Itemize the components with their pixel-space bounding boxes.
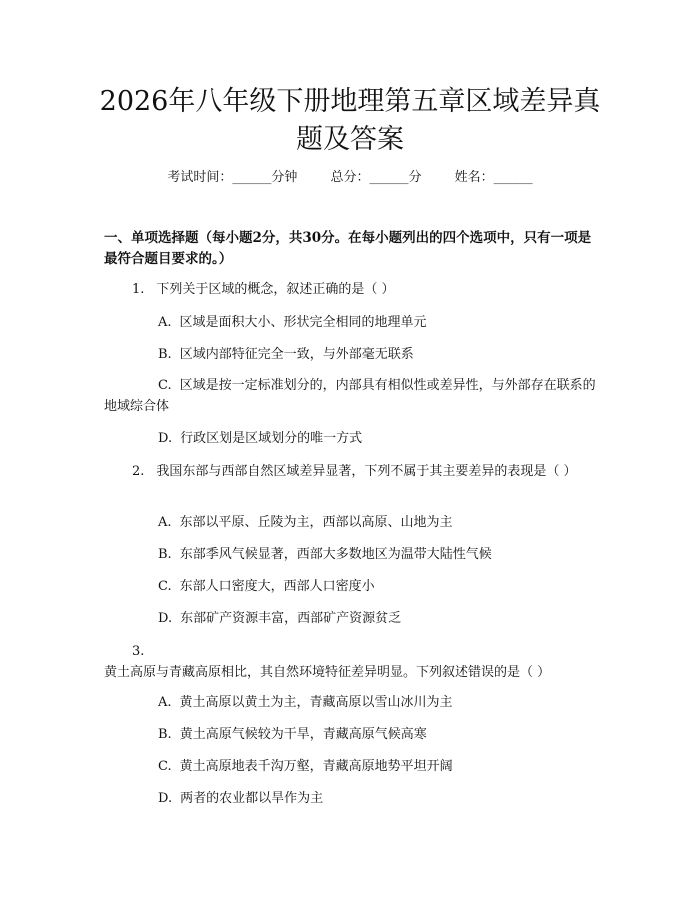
option-letter: A. <box>158 515 172 530</box>
option-letter: D. <box>158 431 173 446</box>
student-name-field: 姓名：______ <box>454 170 533 185</box>
question-3-option-b <box>104 724 602 745</box>
question-3-option-d <box>104 788 602 809</box>
question-1-option-b <box>104 344 602 365</box>
question-2-option-c <box>104 576 602 597</box>
option-text: 东部季风气候显著，西部大多数地区为温带大陆性气候 <box>179 547 492 562</box>
option-text: 黄土高原地表千沟万壑，青藏高原地势平坦开阔 <box>179 759 453 774</box>
question-text: 黄土高原与青藏高原相比，其自然环境特征差异明显。下列叙述错误的是（ ） <box>104 665 551 680</box>
question-text: 下列关于区域的概念，叙述正确的是（ ） <box>156 282 395 297</box>
question-2-option-a <box>104 512 602 533</box>
question-1-option-c <box>104 375 602 417</box>
total-score-field: 总分：______分 <box>330 170 422 185</box>
option-text: 区域是按一定标准划分的，内部具有相似性或差异性，与外部存在联系的地域综合体 <box>104 378 596 414</box>
option-letter: B. <box>158 347 172 362</box>
option-letter: A. <box>158 315 172 330</box>
option-letter: D. <box>158 791 173 806</box>
question-text: 我国东部与西部自然区域差异显著，下列不属于其主要差异的表现是（ ） <box>156 464 577 479</box>
option-letter: C. <box>158 579 172 594</box>
page-title: 2026年八年级下册地理第五章区域差异真题及答案 <box>99 86 601 155</box>
question-1 <box>104 279 602 300</box>
question-3-option-a <box>104 692 602 713</box>
option-text: 东部矿产资源丰富，西部矿产资源贫乏 <box>180 611 402 626</box>
question-1-option-a <box>104 312 602 333</box>
question-number: 2. <box>132 464 145 479</box>
question-number: 1. <box>132 282 145 297</box>
exam-info-line <box>0 168 700 188</box>
option-letter: B. <box>158 727 172 742</box>
option-text: 区域是面积大小、形状完全相同的地理单元 <box>179 315 427 330</box>
option-text: 黄土高原以黄土为主，青藏高原以雪山冰川为主 <box>179 695 453 710</box>
question-2-option-d <box>104 608 602 629</box>
option-text: 东部人口密度大，西部人口密度小 <box>179 579 375 594</box>
exam-time-field: 考试时间：______分钟 <box>167 170 298 185</box>
option-letter: B. <box>158 547 172 562</box>
question-2 <box>104 461 602 482</box>
section-heading: 一、单项选择题（每小题2分，共30分。在每小题列出的四个选项中，只有一项是最符合题目要求的。） <box>104 230 592 267</box>
option-letter: C. <box>158 378 172 393</box>
question-number: 3. <box>132 644 145 659</box>
option-text: 区域内部特征完全一致，与外部毫无联系 <box>179 347 414 362</box>
option-letter: A. <box>158 695 172 710</box>
question-2-option-b <box>104 544 602 565</box>
option-letter: C. <box>158 759 172 774</box>
option-text: 行政区划是区域划分的唯一方式 <box>180 431 363 446</box>
question-3-option-c <box>104 756 602 777</box>
option-text: 东部以平原、丘陵为主，西部以高原、山地为主 <box>179 515 453 530</box>
question-3 <box>104 641 602 683</box>
question-1-option-d <box>104 428 602 449</box>
option-letter: D. <box>158 611 173 626</box>
option-text: 两者的农业都以旱作为主 <box>180 791 324 806</box>
option-text: 黄土高原气候较为干旱，青藏高原气候高寒 <box>179 727 427 742</box>
